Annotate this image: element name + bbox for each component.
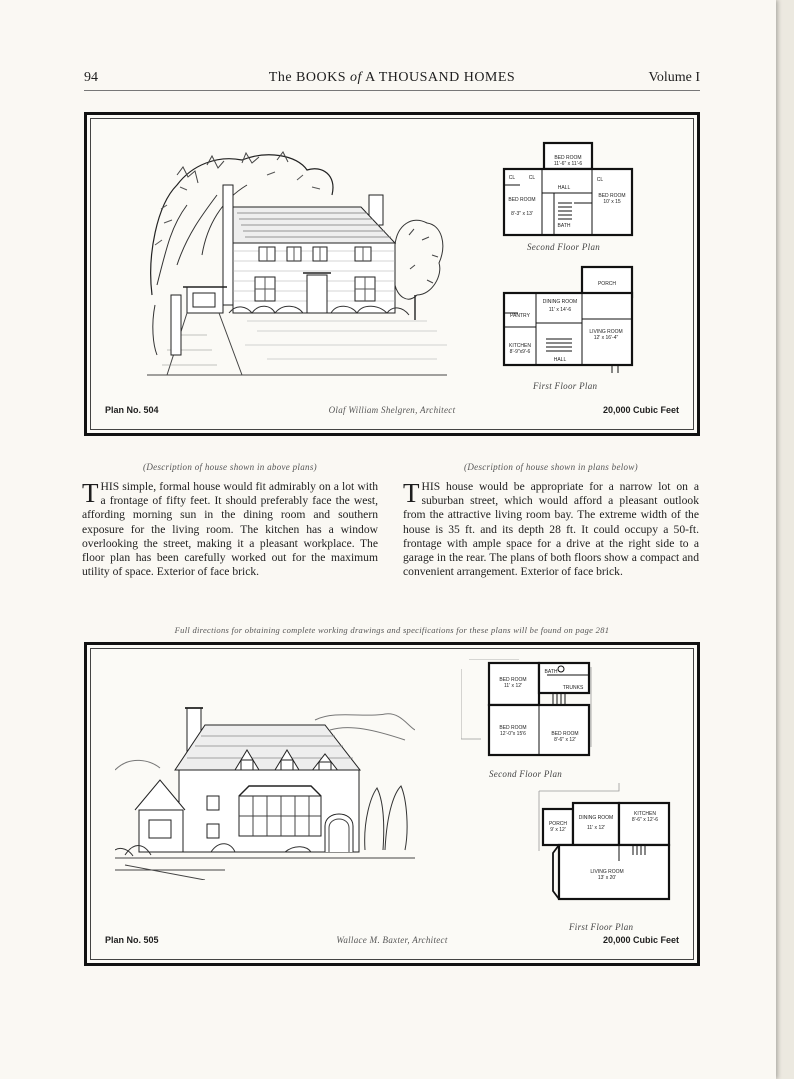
description-heading: (Description of house shown in plans below) xyxy=(464,462,638,472)
description-text xyxy=(82,480,378,579)
page-number: 94 xyxy=(84,70,98,85)
room-label: BED ROOM xyxy=(554,155,582,161)
plan-number: Plan No. 504 xyxy=(105,405,159,415)
room-label: PORCH xyxy=(548,821,568,827)
room-label: BATH xyxy=(557,223,571,229)
room-label: BED ROOM xyxy=(499,677,527,683)
description-left xyxy=(82,462,378,579)
room-label: DINING ROOM xyxy=(542,299,578,305)
room-label: DINING ROOM xyxy=(578,815,614,821)
room-label: BATH xyxy=(544,669,558,675)
plan-504-plate xyxy=(84,112,700,436)
house-505-illustration xyxy=(115,700,415,880)
second-floor-plan-label: Second Floor Plan xyxy=(489,769,563,779)
closet-label: CL xyxy=(508,175,516,181)
book-title-of: of xyxy=(350,70,362,85)
house-504-illustration xyxy=(147,145,447,380)
room-label: BED ROOM xyxy=(598,193,626,199)
first-floor-plan-label: First Floor Plan xyxy=(569,922,634,932)
closet-label: CL xyxy=(596,177,604,183)
room-dimension: 8'-9"x9'-6 xyxy=(509,349,531,355)
room-dimension: 11' x 12' xyxy=(587,825,605,831)
room-label: BED ROOM xyxy=(551,731,579,737)
description-text xyxy=(403,480,699,579)
plan-505-second-floor xyxy=(461,659,601,759)
room-label: TRUNKS xyxy=(562,685,584,691)
first-floor-plan-label: First Floor Plan xyxy=(533,381,598,391)
description-paragraph: HIS house would be appropriate for a narrow lot on a suburban street, which would afford a pleasant outlook from the attractive living room bay. The extreme width of the house is 35 ft. and its depth 28 ft. It could occupy a 50-ft. frontage with ample space for a drive at the right side to a garage in the rear. The plans of both floors show a compact and convenient arrangement. Exterior of face brick. xyxy=(403,480,699,579)
architect-name: Wallace M. Baxter, Architect xyxy=(336,935,448,945)
page-header xyxy=(84,68,700,90)
room-label: BED ROOM xyxy=(499,725,527,731)
room-dimension: 8'-6" x 12'-6 xyxy=(631,817,659,823)
room-dimension: 11' x 14'-6 xyxy=(548,307,572,313)
room-dimension: 10' x 15 xyxy=(603,199,621,205)
description-right xyxy=(403,462,699,579)
room-label: KITCHEN xyxy=(634,811,656,817)
description-paragraph: HIS simple, formal house would fit admirably on a lot with a frontage of fifty feet. It should preferably face the west, affording morning sun in the dining room and southern exposure for the living room. The kitchen has a window overlooking the street, making it a pleasant workplace. The floor plan has been carefully worked out for the maximum utility of space. Exterior of face brick. xyxy=(82,480,378,579)
room-dimension: 12'-0"x 15'6 xyxy=(500,731,526,737)
room-dimension: 13' x 20' xyxy=(597,875,617,881)
plan-504-first-floor xyxy=(502,265,637,377)
drop-cap: T xyxy=(82,478,99,508)
room-dimension: 11' x 12' xyxy=(504,683,522,689)
book-title xyxy=(84,70,700,86)
book-title-end: A THOUSAND HOMES xyxy=(361,70,516,85)
plan-505-plate xyxy=(84,642,700,966)
cubic-feet: 20,000 Cubic Feet xyxy=(602,405,679,415)
full-directions-note: Full directions for obtaining complete working drawings and specifications for these plans will be found on page 281 xyxy=(174,625,610,635)
room-label: PORCH xyxy=(597,281,617,287)
plan-505-first-floor xyxy=(537,781,677,911)
architect-name: Olaf William Shelgren, Architect xyxy=(328,405,456,415)
room-label: HALL xyxy=(557,185,571,191)
plan-504-second-floor xyxy=(502,141,637,241)
drop-cap: T xyxy=(403,478,420,508)
book-title-start: The BOOKS xyxy=(268,70,350,85)
room-dimension: 8'-6" x 12' xyxy=(554,737,576,743)
room-label: BED ROOM xyxy=(508,197,536,203)
room-dimension: 8'-3" x 13' xyxy=(511,211,533,217)
room-label: PANTRY xyxy=(510,313,530,319)
room-label: LIVING ROOM xyxy=(589,329,623,335)
room-label: LIVING ROOM xyxy=(590,869,624,875)
description-heading: (Description of house shown in above plans) xyxy=(143,462,317,472)
room-dimension: 11'-6" x 11'-6 xyxy=(553,161,583,167)
room-label: HALL xyxy=(553,357,567,363)
cubic-feet: 20,000 Cubic Feet xyxy=(602,935,679,945)
closet-label: CL xyxy=(528,175,536,181)
room-dimension: 12' x 16'-4" xyxy=(593,335,619,341)
plan-number: Plan No. 505 xyxy=(105,935,159,945)
second-floor-plan-label: Second Floor Plan xyxy=(527,242,601,252)
room-label: KITCHEN xyxy=(509,343,531,349)
room-dimension: 9' x 12' xyxy=(550,827,566,833)
volume-label: Volume I xyxy=(648,70,700,85)
header-rule xyxy=(84,90,700,91)
